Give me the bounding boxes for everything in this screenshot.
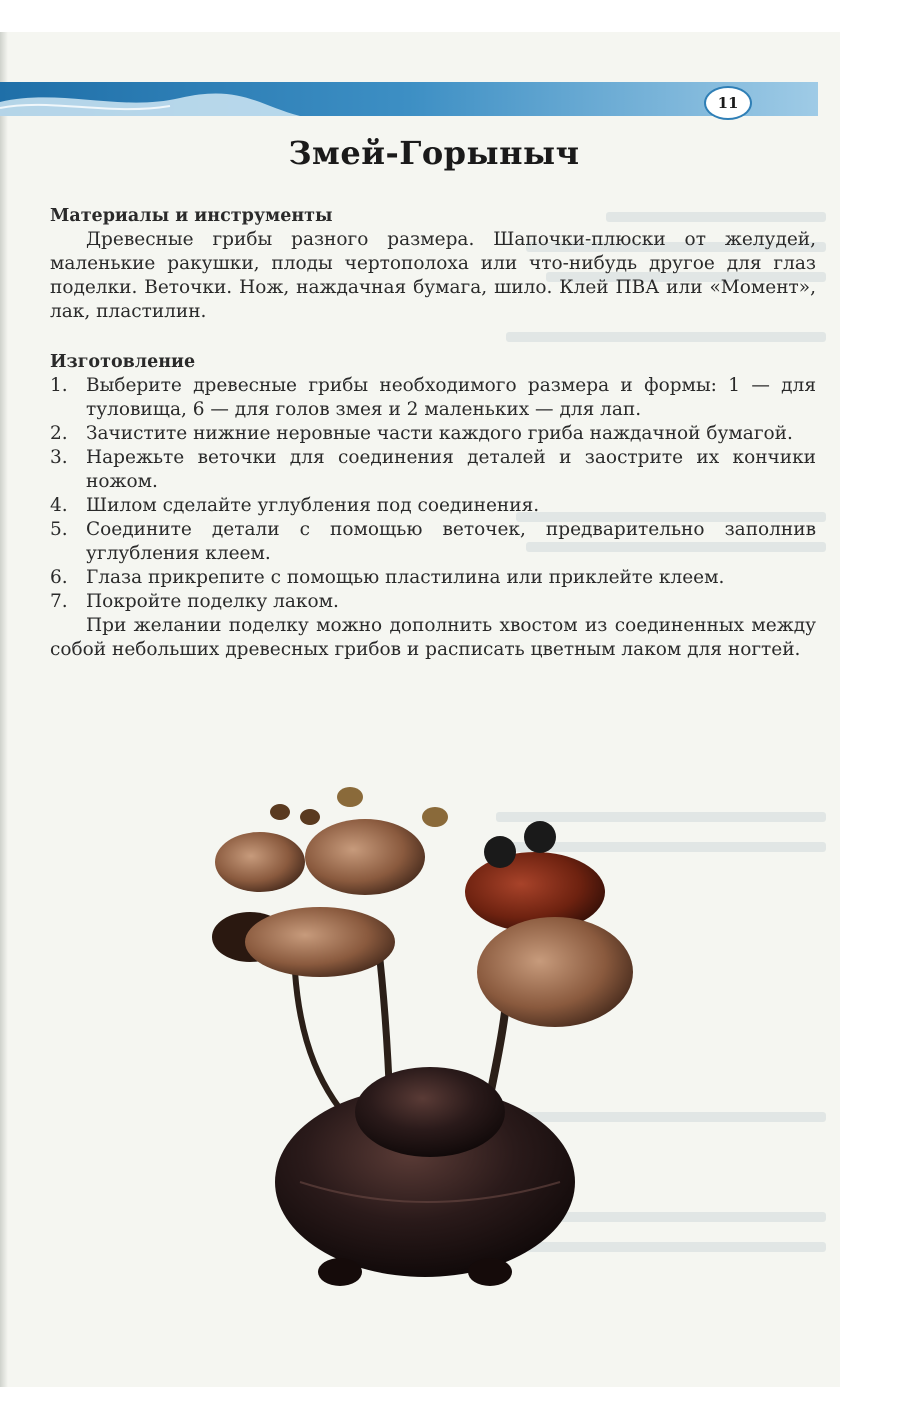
book-page [0,32,840,1387]
header-wave-banner [0,82,818,116]
materials-heading: Материалы и инструменты [50,206,333,226]
step-item: 3. Нарежьте веточки для соединения деталей и заострите их кончики ножом. [50,447,816,492]
materials-section [50,204,816,324]
step-item: 1. Выберите древесные грибы необходимого размера и формы: 1 — для туловища, 6 — для голов змея и 2 маленьких — для лап. [50,375,816,420]
step-item: 4. Шилом сделайте углубления под соединения. [50,495,540,516]
materials-text: Древесные грибы разного размера. Шапочки-плюски от желудей, маленькие ракушки, плоды чертополоха или что-нибудь другое для глаз поделки. Веточки. Нож, наждачная бумага, шило. Клей ПВА или «Момент», лак, пластилин. [50,229,816,322]
making-section [50,350,816,662]
page-edge-shadow [0,32,8,1387]
page-title: Змей-Горыныч [288,134,580,172]
step-item: 7. Покройте поделку лаком. [50,591,339,612]
making-note: При желании поделку можно дополнить хвостом из соединенных между собой небольших древесных грибов и расписать цветным лаком для ногтей. [50,615,816,660]
page-number: 11 [704,86,752,120]
step-item: 2. Зачистите нижние неровные части каждого гриба наждачной бумагой. [50,423,793,444]
step-item: 5. Соедините детали с помощью веточек, предварительно заполнив углубления клеем. [50,519,816,564]
step-item: 6. Глаза прикрепите с помощью пластилина или приклейте клеем. [50,567,725,588]
craft-photo [200,762,670,1302]
making-heading: Изготовление [50,352,196,372]
steps-list [50,374,816,614]
